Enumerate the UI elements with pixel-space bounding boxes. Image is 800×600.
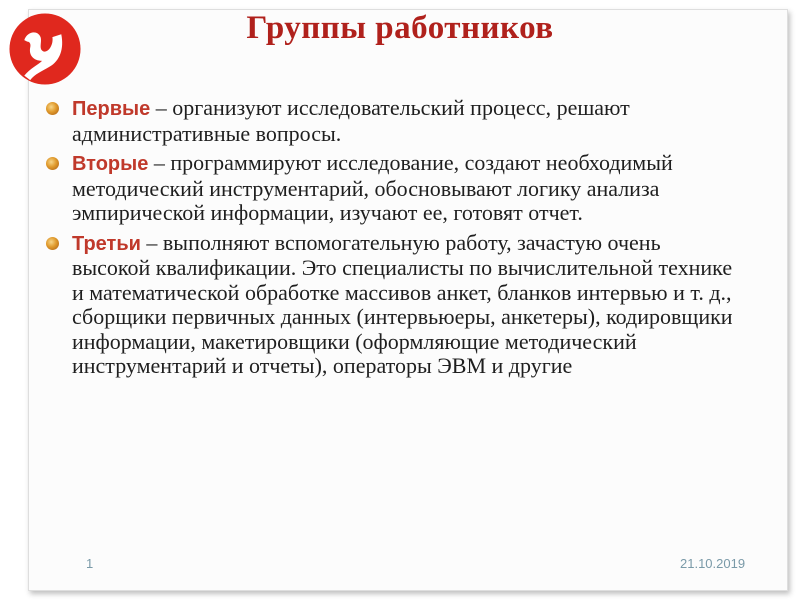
list-item <box>44 151 744 226</box>
item-text: организуют исследовательский процесс, решают административные вопросы. <box>72 95 630 146</box>
page-number: 1 <box>86 556 94 571</box>
item-term: Первые <box>72 98 151 120</box>
list-item <box>44 96 744 146</box>
item-term: Вторые <box>72 153 149 175</box>
page-title: Группы работников <box>246 10 554 46</box>
item-dash: – <box>150 95 173 120</box>
item-dash: – <box>140 229 163 255</box>
slide-date: 21.10.2019 <box>680 556 746 571</box>
orb-bullet-icon <box>46 157 59 170</box>
item-term: Третьи <box>72 232 141 255</box>
item-text: выполняют вспомогательную работу, зачастую очень высокой квалификации. Это специалисты по вычислительной технике и математической обработке массивов анкет, бланков интервью и т. д., сборщики первичных данных (интервьюеры, анкетеры), кодировщики информации, макетировщики (оформляющие методический инструментарий и отчеты), операторы ЭВМ и другие <box>72 229 733 378</box>
bullet-list <box>44 96 744 384</box>
item-text: программируют исследование, создают необходимый методический инструментарий, обосновывают логику анализа эмпирической информации, изучают ее, готовят отчет. <box>72 150 673 225</box>
orb-bullet-icon <box>46 102 59 115</box>
item-dash: – <box>148 150 171 175</box>
list-item <box>44 231 744 379</box>
orb-bullet-icon <box>46 237 59 250</box>
